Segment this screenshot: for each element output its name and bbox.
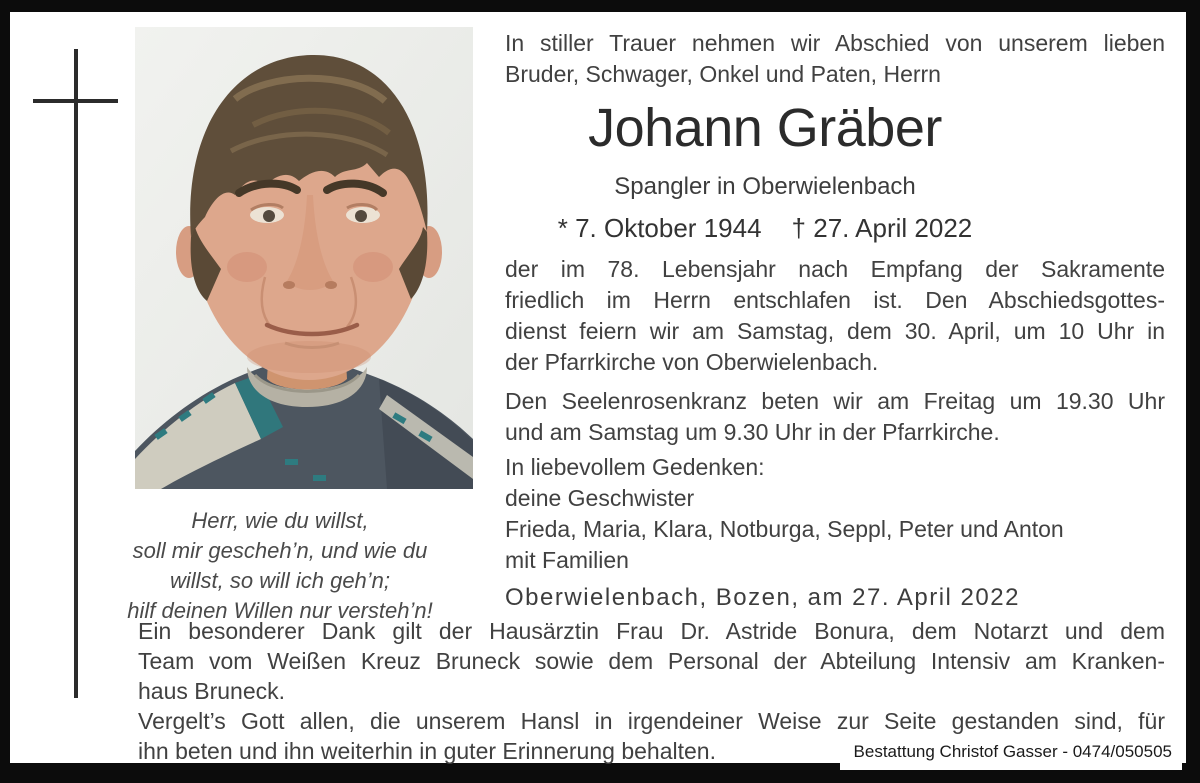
- obituary-card: [10, 12, 1186, 763]
- body-line: und am Samstag um 9.30 Uhr in der Pfarrkirche.: [505, 419, 1000, 445]
- cross-icon: [74, 49, 78, 698]
- thanks-line: ihn beten und ihn weiterhin in guter Erinnerung behalten.: [138, 738, 716, 764]
- thanks-line: Vergelt’s Gott allen, die unserem Hansl in irgendeiner Weise zur Seite gestanden sind, für: [138, 708, 1165, 734]
- verse-line: Herr, wie du willst,: [191, 508, 369, 533]
- intro-line: Bruder, Schwager, Onkel und Paten, Herrn: [505, 61, 941, 87]
- mourners-line: mit Familien: [505, 547, 629, 573]
- body-line: der im 78. Lebensjahr nach Empfang der Sakramente: [505, 256, 1165, 282]
- body-line: friedlich im Herrn entschlafen ist. Den Abschiedsgottes-: [505, 287, 1165, 313]
- mourners-line: deine Geschwister: [505, 485, 695, 511]
- funeral-home-credit: Bestattung Christof Gasser - 0474/050505: [840, 739, 1182, 770]
- portrait-photo: [135, 27, 473, 489]
- death-date: † 27. April 2022: [791, 213, 973, 243]
- place-and-date: Oberwielenbach, Bozen, am 27. April 2022: [505, 584, 1020, 611]
- deceased-name: Johann Gräber: [588, 98, 942, 158]
- birth-date: * 7. Oktober 1944: [557, 213, 762, 243]
- thanks-line: haus Bruneck.: [138, 678, 286, 704]
- life-dates: [505, 213, 1165, 243]
- deceased-subtitle: Spangler in Oberwielenbach: [614, 173, 916, 200]
- intro-line: In stiller Trauer nehmen wir Abschied von unserem lieben: [505, 30, 1165, 56]
- announcement-column: [505, 28, 1165, 613]
- verse-line: hilf deinen Willen nur versteh’n!: [127, 598, 433, 623]
- body-line: der Pfarrkirche von Oberwielenbach.: [505, 349, 879, 375]
- body-line: Den Seelenrosenkranz beten wir am Freitag um 19.30 Uhr: [505, 388, 1165, 414]
- body-line: dienst feiern wir am Samstag, dem 30. April, um 10 Uhr in: [505, 318, 1165, 344]
- verse-line: willst, so will ich geh’n;: [169, 568, 391, 593]
- rosary-paragraph: [505, 386, 1165, 448]
- thanks-line: Ein besonderer Dank gilt der Hausärztin Frau Dr. Astride Bonura, dem Notarzt und dem: [138, 618, 1165, 644]
- cross-icon-bar: [33, 99, 118, 103]
- mourners-list: [505, 452, 1165, 576]
- announcement-paragraph: [505, 254, 1165, 378]
- mourners-line: In liebevollem Gedenken:: [505, 454, 765, 480]
- verse-line: soll mir gescheh’n, und wie du: [132, 538, 428, 563]
- memorial-verse: [110, 506, 450, 626]
- thanks-line: Team vom Weißen Kreuz Bruneck sowie dem Personal der Abteilung Intensiv am Kranken-: [138, 648, 1165, 674]
- mourners-line: Frieda, Maria, Klara, Notburga, Seppl, Peter und Anton: [505, 516, 1064, 542]
